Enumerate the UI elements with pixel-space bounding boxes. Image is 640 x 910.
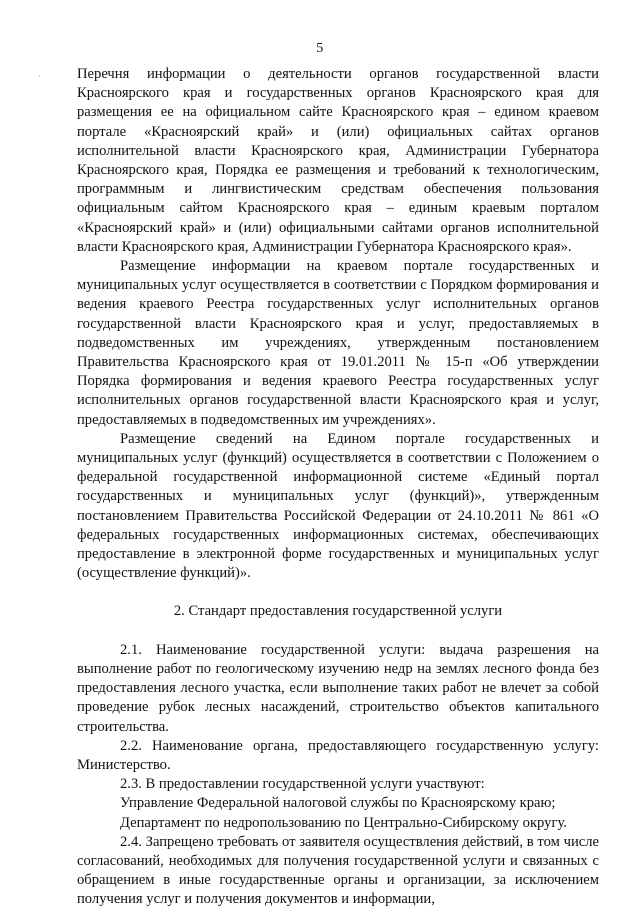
margin-mark: · xyxy=(38,72,41,81)
paragraph-regional-portal: Размещение информации на краевом портале государственных и муниципальных услуг осуществляется в соответствии с Порядком формирования и ведения краевого Реестра государственных услуг исполнительных органов государственной власти Красноярского края и услуг, предоставляемых в подведомственных им учреждениях, утвержденным постановлением Правительства Красноярского края от 19.01.2011 № 15-п «Об утверждении Порядка формирования и ведения краевого Реестра государственных услуг исполнительных органов государственной власти Красноярского края и услуг, предоставляемых в подведомственных им учреждениях». xyxy=(77,258,599,428)
section-heading: 2. Стандарт предоставления государственной услуги xyxy=(173,603,503,620)
spacer xyxy=(77,583,599,602)
paragraph-unified-portal: Размещение сведений на Едином портале государственных и муниципальных услуг (функций) осуществляется в соответствии с Положением о федеральной государственной информационной системе «Единый портал государственных и муниципальных услуг (функций)», утвержденным постановлением Правительства Российской Федерации от 24.10.2011 № 861 «О федеральных государственных информационных системах, обеспечивающих предоставление в электронной форме государственных и муниципальных услуг (осуществление функций)». xyxy=(77,430,599,582)
clause-2-3-item-tax-service: Управление Федеральной налоговой службы по Красноярскому краю; xyxy=(120,795,556,812)
clause-2-4: 2.4. Запрещено требовать от заявителя осуществления действий, в том числе согласований, необходимых для получения государственной услуги и связанных с обращением в иные государственные органы и организации, за исключением получения услуг и получения документов и информации, xyxy=(77,833,599,908)
document-body xyxy=(77,65,599,910)
paragraph-list-continuation: Перечня информации о деятельности органов государственной власти Красноярского края и государственных органов Красноярского края для размещения ее на официальном сайте Красноярского края – едином краевом портале «Красноярский край» и (или) официальных сайтах органов исполнительной власти Красноярского края, Администрации Губернатора Красноярского края, Порядка ее размещения и требований к технологическим, программным и лингвистическим средствам обеспечения пользования официальным сайтом Красноярского края – единым краевым порталом «Красноярский край» и (или) официальными сайтами органов исполнительной власти Красноярского края, Администрации Губернатора Красноярского края». xyxy=(77,66,599,255)
clause-2-2: 2.2. Наименование органа, предоставляющего государственную услугу: Министерство. xyxy=(77,737,599,773)
clause-2-3: 2.3. В предоставлении государственной услуги участвуют: xyxy=(120,776,485,793)
page-number: 5 xyxy=(316,41,324,56)
clause-2-1: 2.1. Наименование государственной услуги: выдача разрешения на выполнение работ по геологическому изучению недр на землях лесного фонда без предоставления лесного участка, если выполнение таких работ не влечет за собой проведение рубок лесных насаждений, строительство объектов капитального строительства. xyxy=(77,641,599,735)
clause-2-3-item-subsoil-department: Департамент по недропользованию по Центрально-Сибирскому округу. xyxy=(120,814,567,831)
spacer xyxy=(77,622,599,641)
